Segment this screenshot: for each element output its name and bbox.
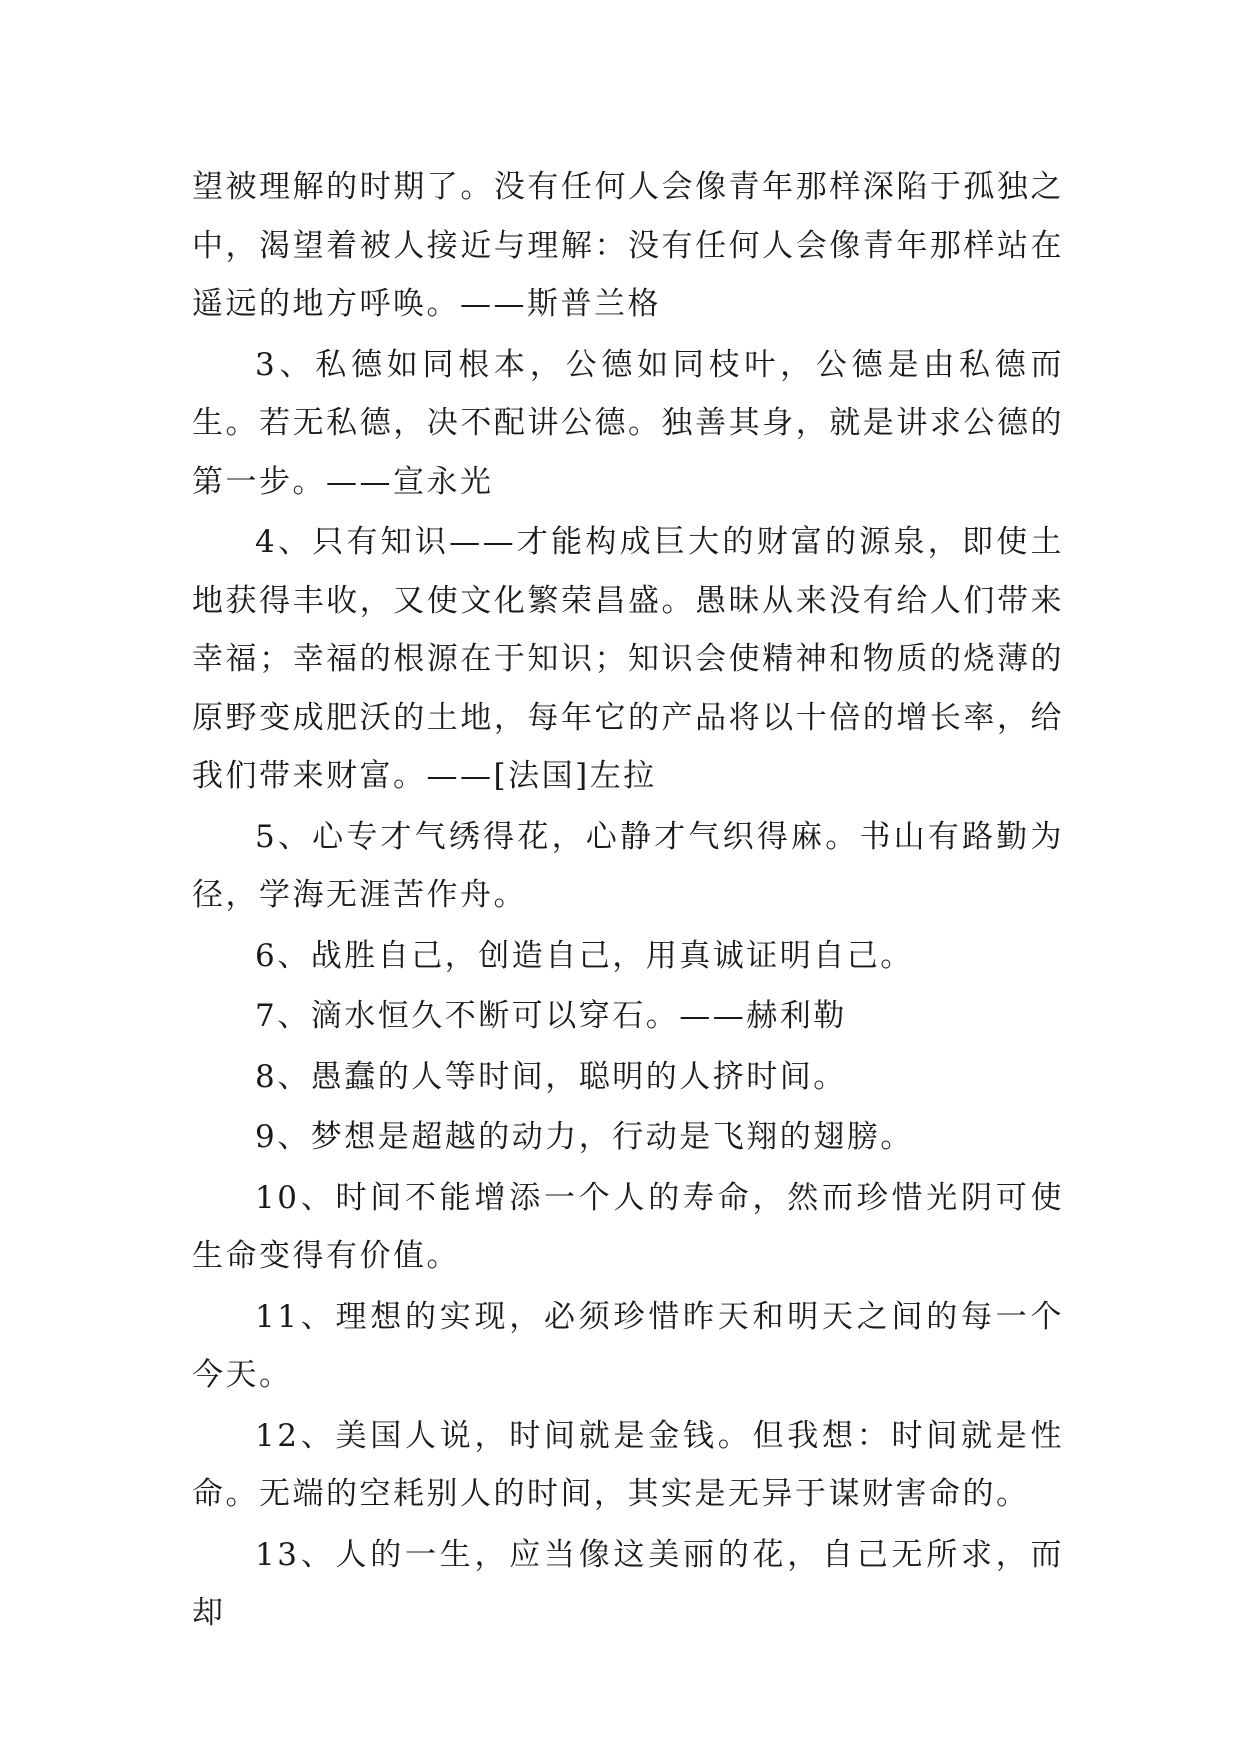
paragraph-quote-11: 11、理想的实现，必须珍惜昨天和明天之间的每一个今天。 (192, 1298, 1064, 1393)
paragraph-quote-3: 3、私德如同根本，公德如同枝叶，公德是由私德而生。若无私德，决不配讲公德。独善其身，就是讲求公德的第一步。——宣永光 (192, 346, 1064, 500)
paragraph-quote-6: 6、战胜自己，创造自己，用真诚证明自己。 (255, 937, 914, 974)
document-body (192, 158, 1064, 1645)
paragraph-quote-10: 10、时间不能增添一个人的寿命，然而珍惜光阴可使生命变得有价值。 (192, 1179, 1064, 1274)
paragraph-quote-5: 5、心专才气绣得花，心静才气织得麻。书山有路勤为径，学海无涯苦作舟。 (192, 818, 1064, 913)
paragraph-quote-9: 9、梦想是超越的动力，行动是飞翔的翅膀。 (255, 1119, 914, 1155)
paragraph-quote-13: 13、人的一生，应当像这美丽的花，自己无所求，而却 (192, 1536, 1064, 1631)
paragraph-quote-12: 12、美国人说，时间就是金钱。但我想：时间就是性命。无端的空耗别人的时间，其实是无异于谋财害命的。 (192, 1417, 1064, 1512)
paragraph-quote-7: 7、滴水恒久不断可以穿石。——赫利勒 (255, 998, 847, 1034)
paragraph-continuation: 望被理解的时期了。没有任何人会像青年那样深陷于孤独之中，渴望着被人接近与理解：没有任何人会像青年那样站在遥远的地方呼唤。——斯普兰格 (192, 169, 1064, 322)
paragraph-quote-8: 8、愚蠢的人等时间，聪明的人挤时间。 (255, 1058, 847, 1095)
paragraph-quote-4: 4、只有知识——才能构成巨大的财富的源泉，即使土地获得丰收，又使文化繁荣昌盛。愚昧从来没有给人们带来幸福；幸福的根源在于知识；知识会使精神和物质的烧薄的原野变成肥沃的土地，每年它的产品将以十倍的增长率，给我们带来财富。——[法国]左拉 (192, 524, 1064, 794)
